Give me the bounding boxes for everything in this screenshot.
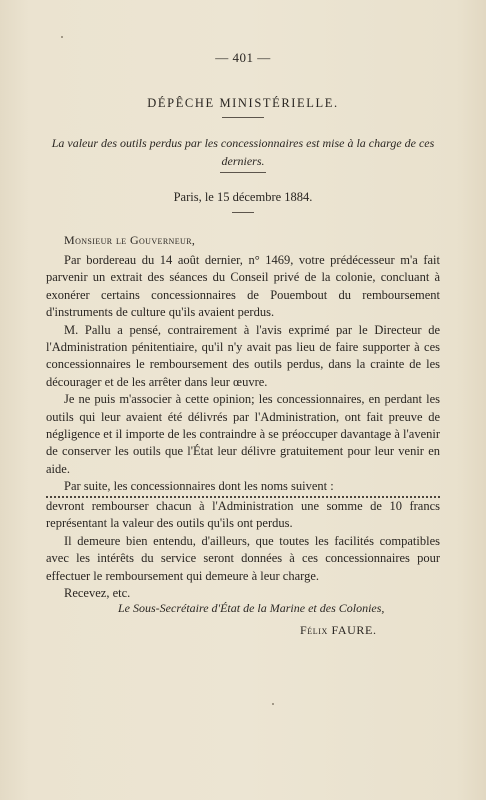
paper-speck bbox=[61, 36, 63, 38]
summary-rule bbox=[220, 172, 266, 173]
dateline-rule bbox=[232, 212, 254, 213]
signer-title: Le Sous-Secrétaire d'État de la Marine et des Colonies, bbox=[118, 601, 385, 615]
letter-body bbox=[46, 252, 440, 496]
closing: Recevez, etc. bbox=[64, 586, 131, 601]
page-number: — 401 — bbox=[215, 50, 271, 65]
salutation-article: le bbox=[115, 233, 127, 247]
document-summary: La valeur des outils perdus par les concessionnaires est mise à la charge de ces derniers. bbox=[51, 136, 435, 168]
letter-body-continued bbox=[46, 498, 440, 602]
dotted-leader bbox=[46, 490, 440, 498]
paragraph: Par bordereau du 14 août dernier, n° 1469, votre prédécesseur m'a fait parvenir un extrait des séances du Conseil privé de la colonie, concluant à exonérer certains concessionnaires de Pouembout du remboursement d'instruments de culture qu'ils avaient perdus. bbox=[46, 253, 440, 320]
dateline: Paris, le 15 décembre 1884. bbox=[173, 190, 313, 204]
paper-speck bbox=[272, 703, 274, 705]
paragraph: Par suite, les concessionnaires dont les noms suivent : bbox=[64, 479, 334, 494]
paragraph: M. Pallu a pensé, contrairement à l'avis exprimé par le Directeur de l'Administration pénitentiaire, qu'il n'y avait pas lieu de faire supporter à ces concessionnaires le remboursement des outils perdus, dans la crainte de les décourager et de les arrêter dans leur œuvre. bbox=[46, 322, 440, 389]
paragraph: devront rembourser chacun à l'Administration une somme de 10 francs représentant la valeur des outils qu'ils ont perdus. bbox=[46, 499, 440, 531]
salutation-initial: M bbox=[64, 233, 76, 247]
salutation-word: onsieur bbox=[75, 233, 113, 247]
title-rule bbox=[222, 117, 264, 118]
paragraph: Je ne puis m'associer à cette opinion; les concessionnaires, en perdant les outils qui leur avaient été délivrés par l'Administration, ont fait preuve de négligence et il importe de les contraindre à se préoccuper davantage à l'avenir de conserver les outils que l'État leur délivre gratuitement pour leur venir en aide. bbox=[46, 392, 440, 476]
salutation bbox=[64, 233, 195, 248]
document-title: DÉPÊCHE MINISTÉRIELLE. bbox=[147, 96, 339, 110]
paragraph: Il demeure bien entendu, d'ailleurs, que toutes les facilités compatibles avec les intérêts du service seront données à ces concessionnaires pour effectuer le remboursement qui demeure à leur charge. bbox=[46, 533, 440, 583]
salutation-addressee: Gouverneur, bbox=[129, 233, 196, 247]
signer-name: Félix FAURE. bbox=[300, 623, 377, 637]
